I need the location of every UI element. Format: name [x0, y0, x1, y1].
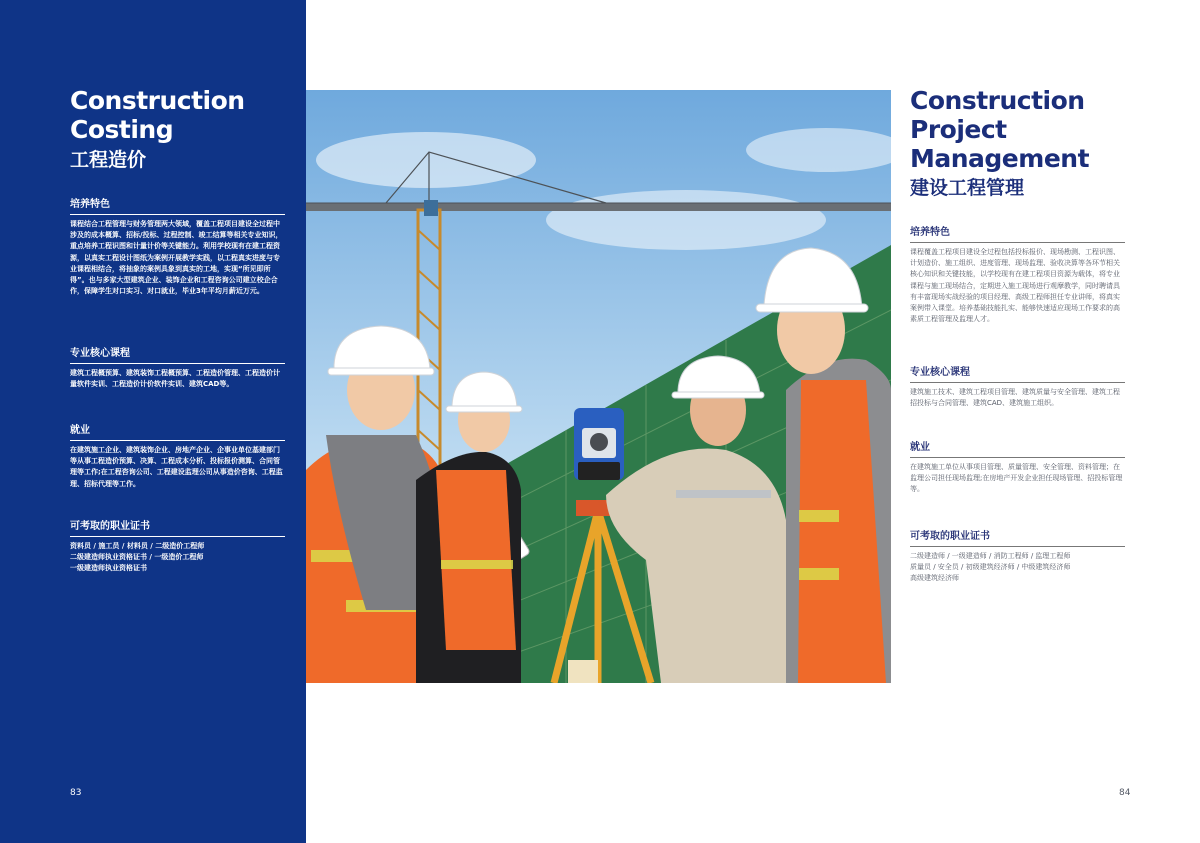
right-title-cn: 建设工程管理 [910, 177, 1025, 199]
left-section-core-courses [70, 347, 285, 390]
right-section-certificates [910, 530, 1125, 585]
section-body: 建筑施工技术、建筑工程项目管理、建筑质量与安全管理、建筑工程招投标与合同管理、建筑CAD、建筑施工组织。 [910, 388, 1120, 408]
left-title-cn: 工程造价 [70, 149, 147, 171]
right-title-en: Construction Project Management [910, 86, 1090, 173]
certificate-line: 二级建造师执业资格证书 / 一级造价工程师 [70, 553, 204, 562]
cloud [546, 190, 826, 250]
section-heading: 可考取的职业证书 [910, 530, 1125, 547]
section-heading: 培养特色 [910, 226, 1125, 243]
certificate-line: 资料员 / 施工员 / 材料员 / 二级造价工程师 [70, 542, 205, 550]
left-section-features [70, 198, 285, 297]
section-body: 在建筑施工单位从事项目管理、质量管理、安全管理、资料管理；在监理公司担任现场监理;在房地产开发企业担任现场管理、招投标管理等。 [910, 463, 1123, 494]
right-section-features [910, 226, 1125, 325]
right-section-employment [910, 441, 1125, 496]
section-heading: 专业核心课程 [70, 347, 285, 364]
section-body: 课程覆盖工程项目建设全过程包括投标报价、现场勘测、工程识图、计划造价、施工组织、进度管理、现场监理、验收决算等各环节相关核心知识和关键技能，以学校现有在建工程项目资源为载体，将专业课程与施工现场结合，定期进入施工现场进行观摩教学，同时聘请具有丰富现场实战经验的项目经理、高级工程师担任专业讲师，将真实案例带入课堂。培养基础技能扎实、能够快速适应现场工作要求的高素质工程管理及监理人才。 [910, 248, 1120, 324]
cloud [316, 132, 536, 188]
certificate-line: 一级建造师执业资格证书 [70, 564, 147, 573]
certificate-line: 高级建筑经济师 [910, 574, 959, 583]
section-heading: 可考取的职业证书 [70, 520, 285, 537]
section-body: 在建筑施工企业、建筑装饰企业、房地产企业、企事业单位基建部门等从事工程造价预算、决算、工程成本分析、投标报价测算、合同管理等工作;在工程咨询公司、工程建设监理公司从事造价咨询、工程监理、招标代理等工作。 [70, 446, 283, 488]
page-number: 83 [70, 788, 82, 798]
construction-site-photo [306, 90, 891, 683]
left-section-certificates [70, 520, 285, 575]
section-heading: 就业 [910, 441, 1125, 458]
certificate-line: 二级建造师 / 一级建造师 / 消防工程师 / 监理工程师 [910, 552, 1071, 560]
section-body: 课程结合工程管理与财务管理两大领域，覆盖工程项目建设全过程中涉及的成本概算、招标/投标、过程控制、竣工结算等相关专业知识，重点培养工程识图和计量计价等关键能力。利用学校现有在建工程资源，以真实工程设计图纸为案例开展教学实践，以工程真实进度与专业课程相结合，将抽象的案例具象到真实的工地，实现“所见即所得”。也与多家大型建筑企业、装饰企业和工程咨询公司建立校企合作，保障学生对口实习、对口就业，毕业3年平均月薪近万元。 [70, 220, 283, 296]
left-title-en: Construction Costing [70, 86, 245, 144]
left-page-panel [0, 0, 306, 843]
left-section-employment [70, 424, 285, 490]
right-section-core-courses [910, 366, 1125, 409]
page-number: 84 [1119, 788, 1131, 798]
section-body: 建筑工程概预算、建筑装饰工程概预算、工程造价管理、工程造价计量软件实训、工程造价计价软件实训、建筑CAD等。 [70, 369, 280, 389]
photo-illustration [306, 90, 891, 683]
section-heading: 专业核心课程 [910, 366, 1125, 383]
section-heading: 培养特色 [70, 198, 285, 215]
certificate-line: 质量员 / 安全员 / 初级建筑经济师 / 中级建筑经济师 [910, 563, 1071, 572]
section-heading: 就业 [70, 424, 285, 441]
